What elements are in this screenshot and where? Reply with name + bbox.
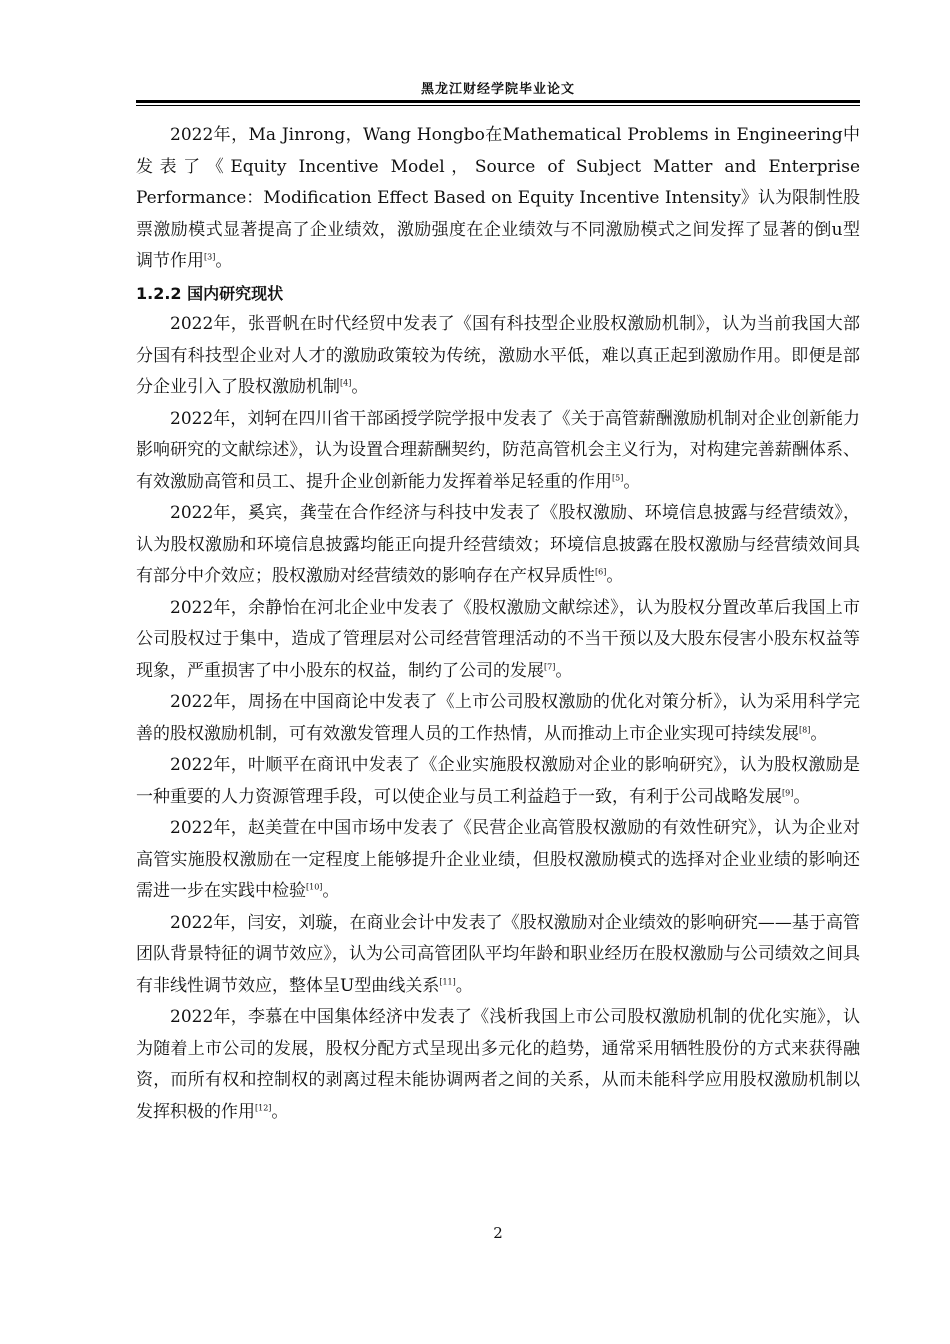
paragraph: 2022年，Ma Jinrong，Wang Hongbo在Mathematical Problems in Engineering中发表了《Equity Incentive Model，Source of Subject Matter and Enterprise Performance：Modification Effect Based on Equity Incentive Intensity》认为限制性股票激励模式显著提高了企业绩效，激励强度在企业绩效与不同激励模式之间发挥了显著的倒u型调节作用[3]。 <box>136 125 860 271</box>
citation: [10] <box>306 882 323 892</box>
body-text <box>136 120 860 1128</box>
paragraph: 2022年，周扬在中国商论中发表了《上市公司股权激励的优化对策分析》，认为采用科学完善的股权激励机制，可有效激发管理人员的工作热情，从而推动上市企业实现可持续发展[8]。 <box>136 692 860 744</box>
header-rule-thin <box>136 105 860 106</box>
paragraph: 2022年，刘轲在四川省干部函授学院学报中发表了《关于高管薪酬激励机制对企业创新能力影响研究的文献综述》，认为设置合理薪酬契约，防范高管机会主义行为，对构建完善薪酬体系、有效激励高管和员工、提升企业创新能力发挥着举足轻重的作用[5]。 <box>136 408 860 492</box>
citation: [12] <box>255 1102 272 1112</box>
paragraph: 2022年，李慕在中国集体经济中发表了《浅析我国上市公司股权激励机制的优化实施》，认为随着上市公司的发展，股权分配方式呈现出多元化的趋势，通常采用牺牲股份的方式来获得融资，而所有权和控制权的剥离过程未能协调两者之间的关系，从而未能科学应用股权激励机制以发挥积极的作用[12]。 <box>136 1007 860 1122</box>
citation: [9] <box>782 787 794 797</box>
citation: [5] <box>612 472 624 482</box>
citation: [4] <box>340 378 352 388</box>
header-rule-thick <box>136 100 860 103</box>
paragraph: 2022年，奚宾，龚莹在合作经济与科技中发表了《股权激励、环境信息披露与经营绩效》，认为股权激励和环境信息披露均能正向提升经营绩效；环境信息披露在股权激励与经营绩效间具有部分中介效应；股权激励对经营绩效的影响存在产权异质性[6]。 <box>136 503 860 586</box>
paragraph: 2022年，闫安，刘璇，在商业会计中发表了《股权激励对企业绩效的影响研究——基于高管团队背景特征的调节效应》，认为公司高管团队平均年龄和职业经历在股权激励与公司绩效之间具有非线性调节效应，整体呈U型曲线关系[11]。 <box>136 912 860 996</box>
citation: [11] <box>439 976 456 986</box>
citation: [7] <box>544 661 556 671</box>
citation: [3] <box>204 252 216 262</box>
paragraph: 2022年，叶顺平在商讯中发表了《企业实施股权激励对企业的影响研究》，认为股权激励是一种重要的人力资源管理手段，可以使企业与员工利益趋于一致，有利于公司战略发展[9]。 <box>136 755 860 807</box>
paragraph: 2022年，赵美萱在中国市场中发表了《民营企业高管股权激励的有效性研究》，认为企业对高管实施股权激励在一定程度上能够提升企业业绩，但股权激励模式的选择对企业业绩的影响还需进一步在实践中检验[10]。 <box>136 818 860 901</box>
section-heading: 1.2.2 国内研究现状 <box>136 283 284 303</box>
paragraph: 2022年，余静怡在河北企业中发表了《股权激励文献综述》，认为股权分置改革后我国上市公司股权过于集中，造成了管理层对公司经营管理活动的不当干预以及大股东侵害小股东权益等现象，严重损害了中小股东的权益，制约了公司的发展[7]。 <box>136 597 860 681</box>
paragraph: 2022年，张晋帆在时代经贸中发表了《国有科技型企业股权激励机制》，认为当前我国大部分国有科技型企业对人才的激励政策较为传统，激励水平低，难以真正起到激励作用。即便是部分企业引入了股权激励机制[4]。 <box>136 314 860 397</box>
page-number: 2 <box>493 1224 503 1242</box>
citation: [8] <box>799 724 811 734</box>
citation: [6] <box>595 567 607 577</box>
running-header: 黑龙江财经学院毕业论文 <box>420 82 575 97</box>
